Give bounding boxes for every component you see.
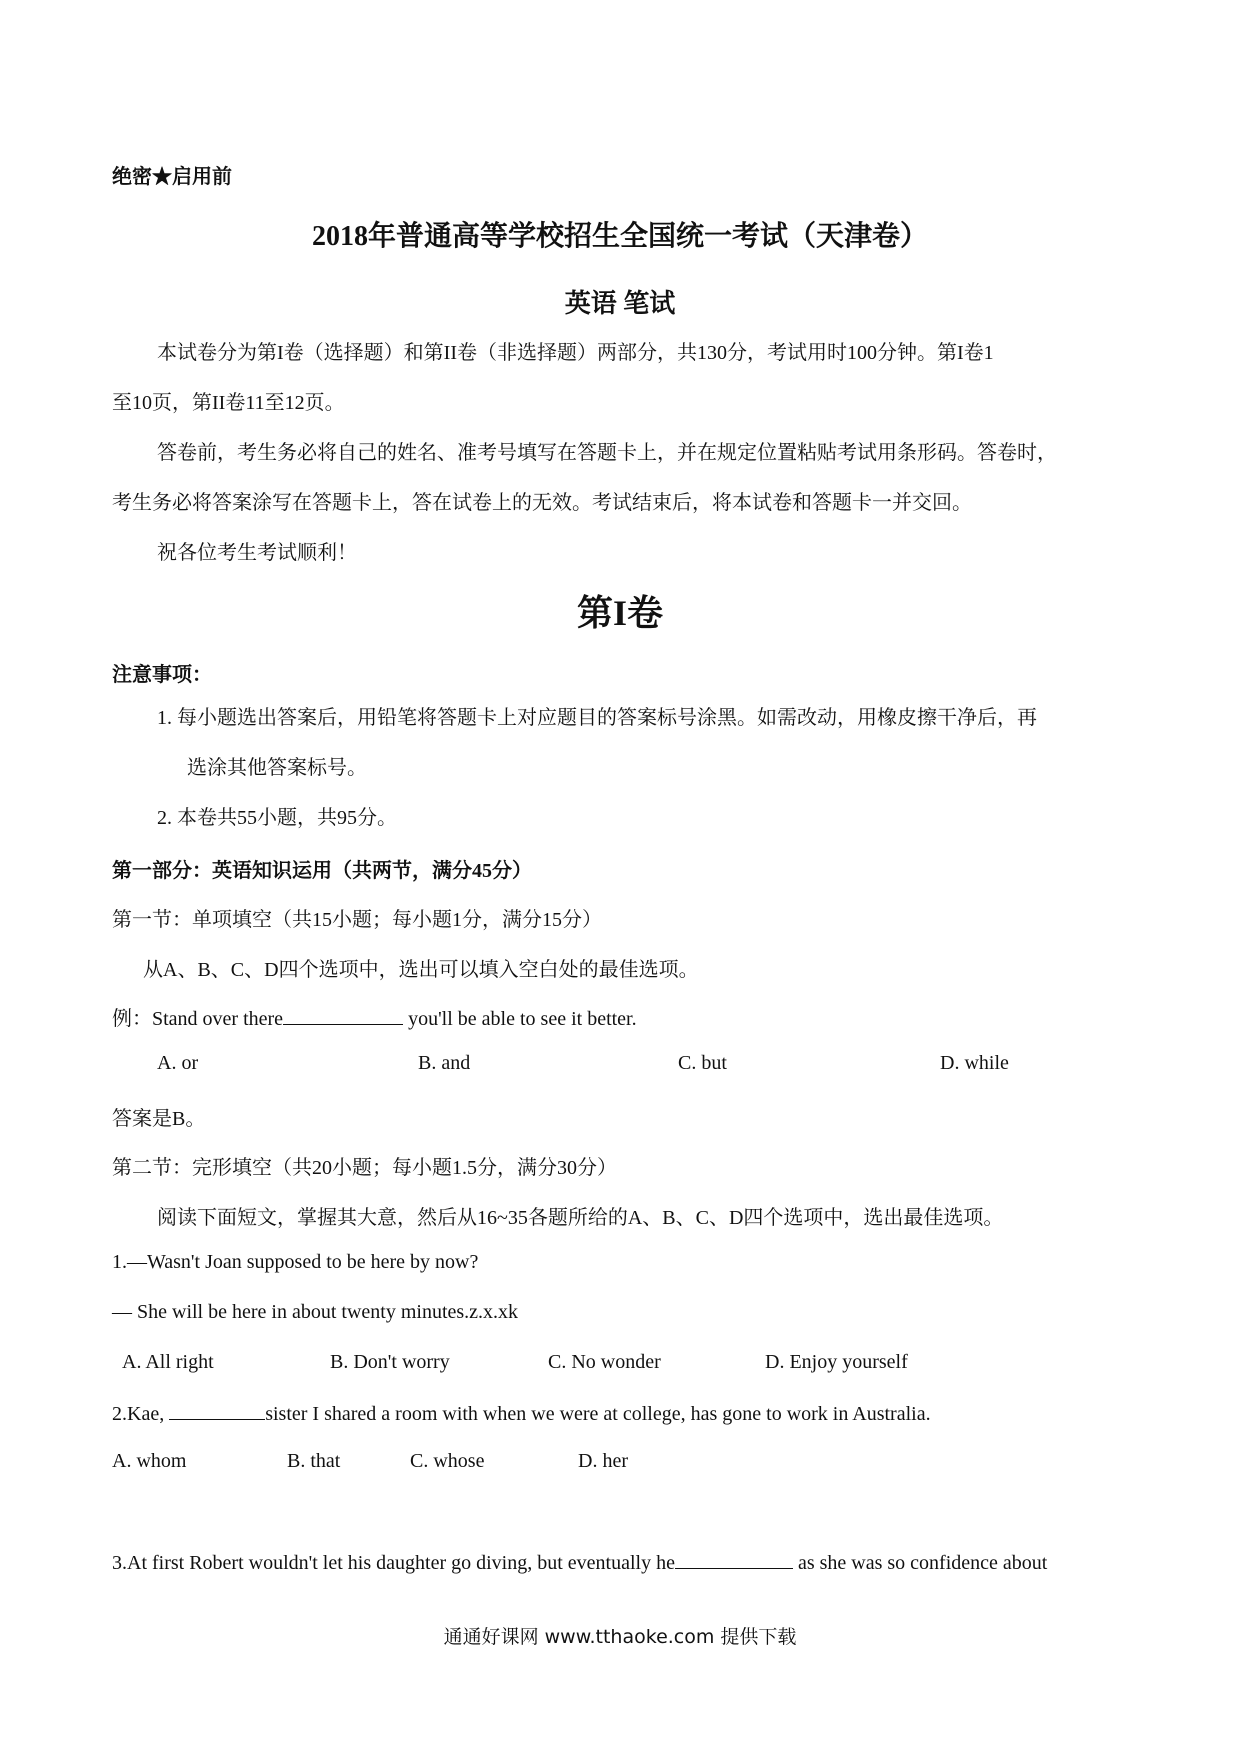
question1-line1: 1.—Wasn't Joan supposed to be here by now?	[112, 1251, 479, 1273]
q3-prefix: 3.At first Robert wouldn't let his daughter go diving, but eventually he	[112, 1552, 675, 1574]
intro-para1-line1: 本试卷分为第I卷（选择题）和第II卷（非选择题）两部分，共130分，考试用时100分钟。第I卷1	[157, 342, 994, 364]
q3-blank	[675, 1550, 793, 1569]
q1-option-d: D. Enjoy yourself	[765, 1351, 908, 1373]
example-option-c: C. but	[678, 1052, 727, 1074]
intro-para2-line2: 考生务必将答案涂写在答题卡上，答在试卷上的无效。考试结束后，将本试卷和答题卡一并交回。	[112, 492, 972, 514]
q1-option-c: C. No wonder	[548, 1351, 661, 1373]
example-blank	[283, 1006, 403, 1025]
q2-option-a: A. whom	[112, 1450, 187, 1472]
notes-heading: 注意事项：	[112, 664, 212, 686]
q2-suffix: sister I shared a room with when we were at college, has gone to work in Australia.	[265, 1403, 931, 1425]
section1-heading: 第一节：单项填空（共15小题；每小题1分，满分15分）	[112, 909, 602, 931]
section2-instruction: 阅读下面短文，掌握其大意，然后从16~35各题所给的A、B、C、D四个选项中，选出最佳选项。	[157, 1207, 1004, 1229]
exam-subtitle: 英语 笔试	[564, 289, 676, 318]
example-option-a: A. or	[157, 1052, 199, 1074]
part1-heading: 第一部分：英语知识运用（共两节，满分45分）	[112, 860, 532, 882]
section2-heading: 第二节：完形填空（共20小题；每小题1.5分，满分30分）	[112, 1157, 617, 1179]
example-prefix: 例：Stand over there	[112, 1008, 284, 1030]
example-answer: 答案是B。	[112, 1108, 206, 1130]
q2-blank	[169, 1401, 265, 1420]
intro-para2-line1: 答卷前，考生务必将自己的姓名、准考号填写在答题卡上，并在规定位置粘贴考试用条形码。答卷时，	[157, 442, 1057, 464]
q2-option-c: C. whose	[410, 1450, 485, 1472]
question2-options	[0, 1450, 1240, 1480]
q1-option-a: A. All right	[122, 1351, 214, 1373]
q2-option-d: D. her	[578, 1450, 628, 1472]
example-suffix: you'll be able to see it better.	[408, 1008, 637, 1030]
question1-line2: — She will be here in about twenty minutes.z.x.xk	[112, 1301, 519, 1323]
volume-title: 第I卷	[576, 593, 663, 633]
intro-para3: 祝各位考生考试顺利！	[157, 542, 357, 564]
question1-options	[0, 1351, 1240, 1381]
note1-line1: 1. 每小题选出答案后，用铅笔将答题卡上对应题目的答案标号涂黑。如需改动，用橡皮擦干净后，再	[157, 707, 1037, 729]
question2	[112, 1401, 931, 1426]
example-options	[0, 1052, 1240, 1082]
question3	[112, 1550, 1047, 1575]
q1-option-b: B. Don't worry	[330, 1351, 450, 1373]
q3-suffix: as she was so confidence about	[797, 1552, 1048, 1574]
example-option-d: D. while	[940, 1052, 1009, 1074]
q2-option-b: B. that	[287, 1450, 341, 1472]
secret-mark: 绝密★启用前	[112, 166, 232, 188]
example-option-b: B. and	[418, 1052, 471, 1074]
note2: 2. 本卷共55小题，共95分。	[157, 807, 397, 829]
intro-para1-line2: 至10页，第II卷11至12页。	[112, 392, 345, 414]
example-question	[112, 1002, 637, 1031]
q2-prefix: 2.Kae,	[112, 1403, 165, 1425]
section1-instruction: 从A、B、C、D四个选项中，选出可以填入空白处的最佳选项。	[143, 959, 699, 981]
footer-text: 通通好课网 www.tthaoke.com 提供下载	[443, 1626, 797, 1648]
exam-title: 2018年普通高等学校招生全国统一考试（天津卷）	[311, 221, 928, 252]
note1-line2: 选涂其他答案标号。	[187, 757, 367, 779]
